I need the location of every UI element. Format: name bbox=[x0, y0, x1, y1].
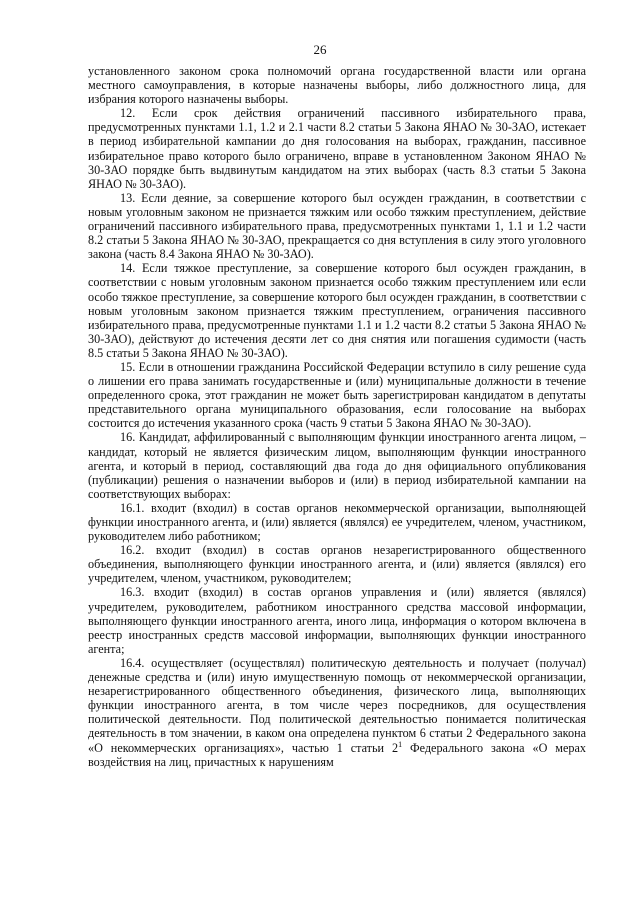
paragraph-16-4-text: 16.4. осуществляет (осуществлял) политическую деятельность и получает (получал) денежные средства и (или) иную имущественную помощь от некоммерческой организации, незарегистрированного общественного объединения, физического лица, выполняющих функции иностранного агента, в том числе через посредников, для осуществления политической деятельности. Под политической деятельностью понимается политическая деятельность в том значении, в каком она определена пунктом 6 статьи 2 Федерального закона «О некоммерческих организациях», частью 1 статьи 2 bbox=[88, 655, 586, 755]
document-body bbox=[88, 64, 586, 769]
page-number: 26 bbox=[313, 42, 327, 57]
superscript-mark: 1 bbox=[398, 739, 403, 749]
paragraph-16-3: 16.3. входит (входил) в состав органов управления и (или) является (являлся) учредителем, руководителем, работником иностранного средства массовой информации, выполняющего функции иностранного агента, иного лица, информация о котором включена в реестр иностранных средств массовой информации, выполняющих функции иностранного агента; bbox=[88, 585, 586, 656]
paragraph-16-2: 16.2. входит (входил) в состав органов незарегистрированного общественного объединения, выполняющего функции иностранного агента, и (или) является (являлся) его учредителем, членом, участником, руководителем; bbox=[88, 543, 586, 586]
paragraph-16-4 bbox=[88, 656, 586, 769]
paragraph-15: 15. Если в отношении гражданина Российской Федерации вступило в силу решение суда о лишении его права занимать государственные и (или) муниципальные должности в течение определенного срока, этот гражданин не может быть зарегистрирован кандидатом в депутаты представительного органа муниципального образования, если голосование на выборах состоится до истечения указанного срока (часть 9 статьи 5 Закона ЯНАО № 30-ЗАО). bbox=[88, 359, 586, 431]
paragraph-12: 12. Если срок действия ограничений пассивного избирательного права, предусмотренных пунктами 1.1, 1.2 и 2.1 части 8.2 статьи 5 Закона ЯНАО № 30-ЗАО, истекает в период избирательной кампании до дня голосования на выборах, гражданин, пассивное избирательное право которого было ограничено, вправе в установленном Законом ЯНАО № 30-ЗАО порядке быть выдвинутым кандидатом на этих выборах (часть 8.3 статьи 5 Закона ЯНАО № 30-ЗАО). bbox=[88, 106, 586, 191]
paragraph-13: 13. Если деяние, за совершение которого был осужден гражданин, в соответствии с новым уголовным законом не признается тяжким или особо тяжким преступлением, действие ограничений пассивного избирательного права, предусмотренных пунктами 1, 1.1 и 1.2 части 8.2 статьи 5 Закона ЯНАО № 30-ЗАО, прекращается со дня вступления в силу этого уголовного закона (часть 8.4 Закона ЯНАО № 30-ЗАО). bbox=[88, 190, 586, 262]
paragraph-16-1: 16.1. входит (входил) в состав органов некоммерческой организации, выполняющей функции иностранного агента, и (или) является (являлся) ее учредителем, членом, участником, руководителем либо работником; bbox=[88, 500, 586, 544]
paragraph-16: 16. Кандидат, аффилированный с выполняющим функции иностранного агента лицом, – кандидат, который не является физическим лицом, выполняющим функции иностранного агента, и который в период, составляющий два года до дня официального опубликования (публикации) решения о назначении выборов и (или) в период избирательной кампании на соответствующих выборах: bbox=[88, 430, 586, 501]
paragraph-continuation: установленного законом срока полномочий органа государственной власти или органа местного самоуправления, в которые назначены выборы, либо должностного лица, для избрания которого назначены выборы. bbox=[88, 64, 586, 107]
paragraph-16-4-tail: Федерального закона «О мерах воздействия на лиц, причастных к нарушениям bbox=[88, 740, 586, 769]
paragraph-14: 14. Если тяжкое преступление, за совершение которого был осужден гражданин, в соответствии с новым уголовным законом признается особо тяжким преступлением или если особо тяжкое преступление, за совершение которого был осужден гражданин, в соответствии с новым уголовным законом признается тяжким преступлением, ограничения пассивного избирательного права, предусмотренные пунктами 1.1 и 1.2 части 8.2 статьи 5 Закона ЯНАО № 30-ЗАО), действуют до истечения десяти лет со дня снятия или погашения судимости (часть 8.5 статьи 5 Закона ЯНАО № 30-ЗАО). bbox=[88, 261, 586, 360]
